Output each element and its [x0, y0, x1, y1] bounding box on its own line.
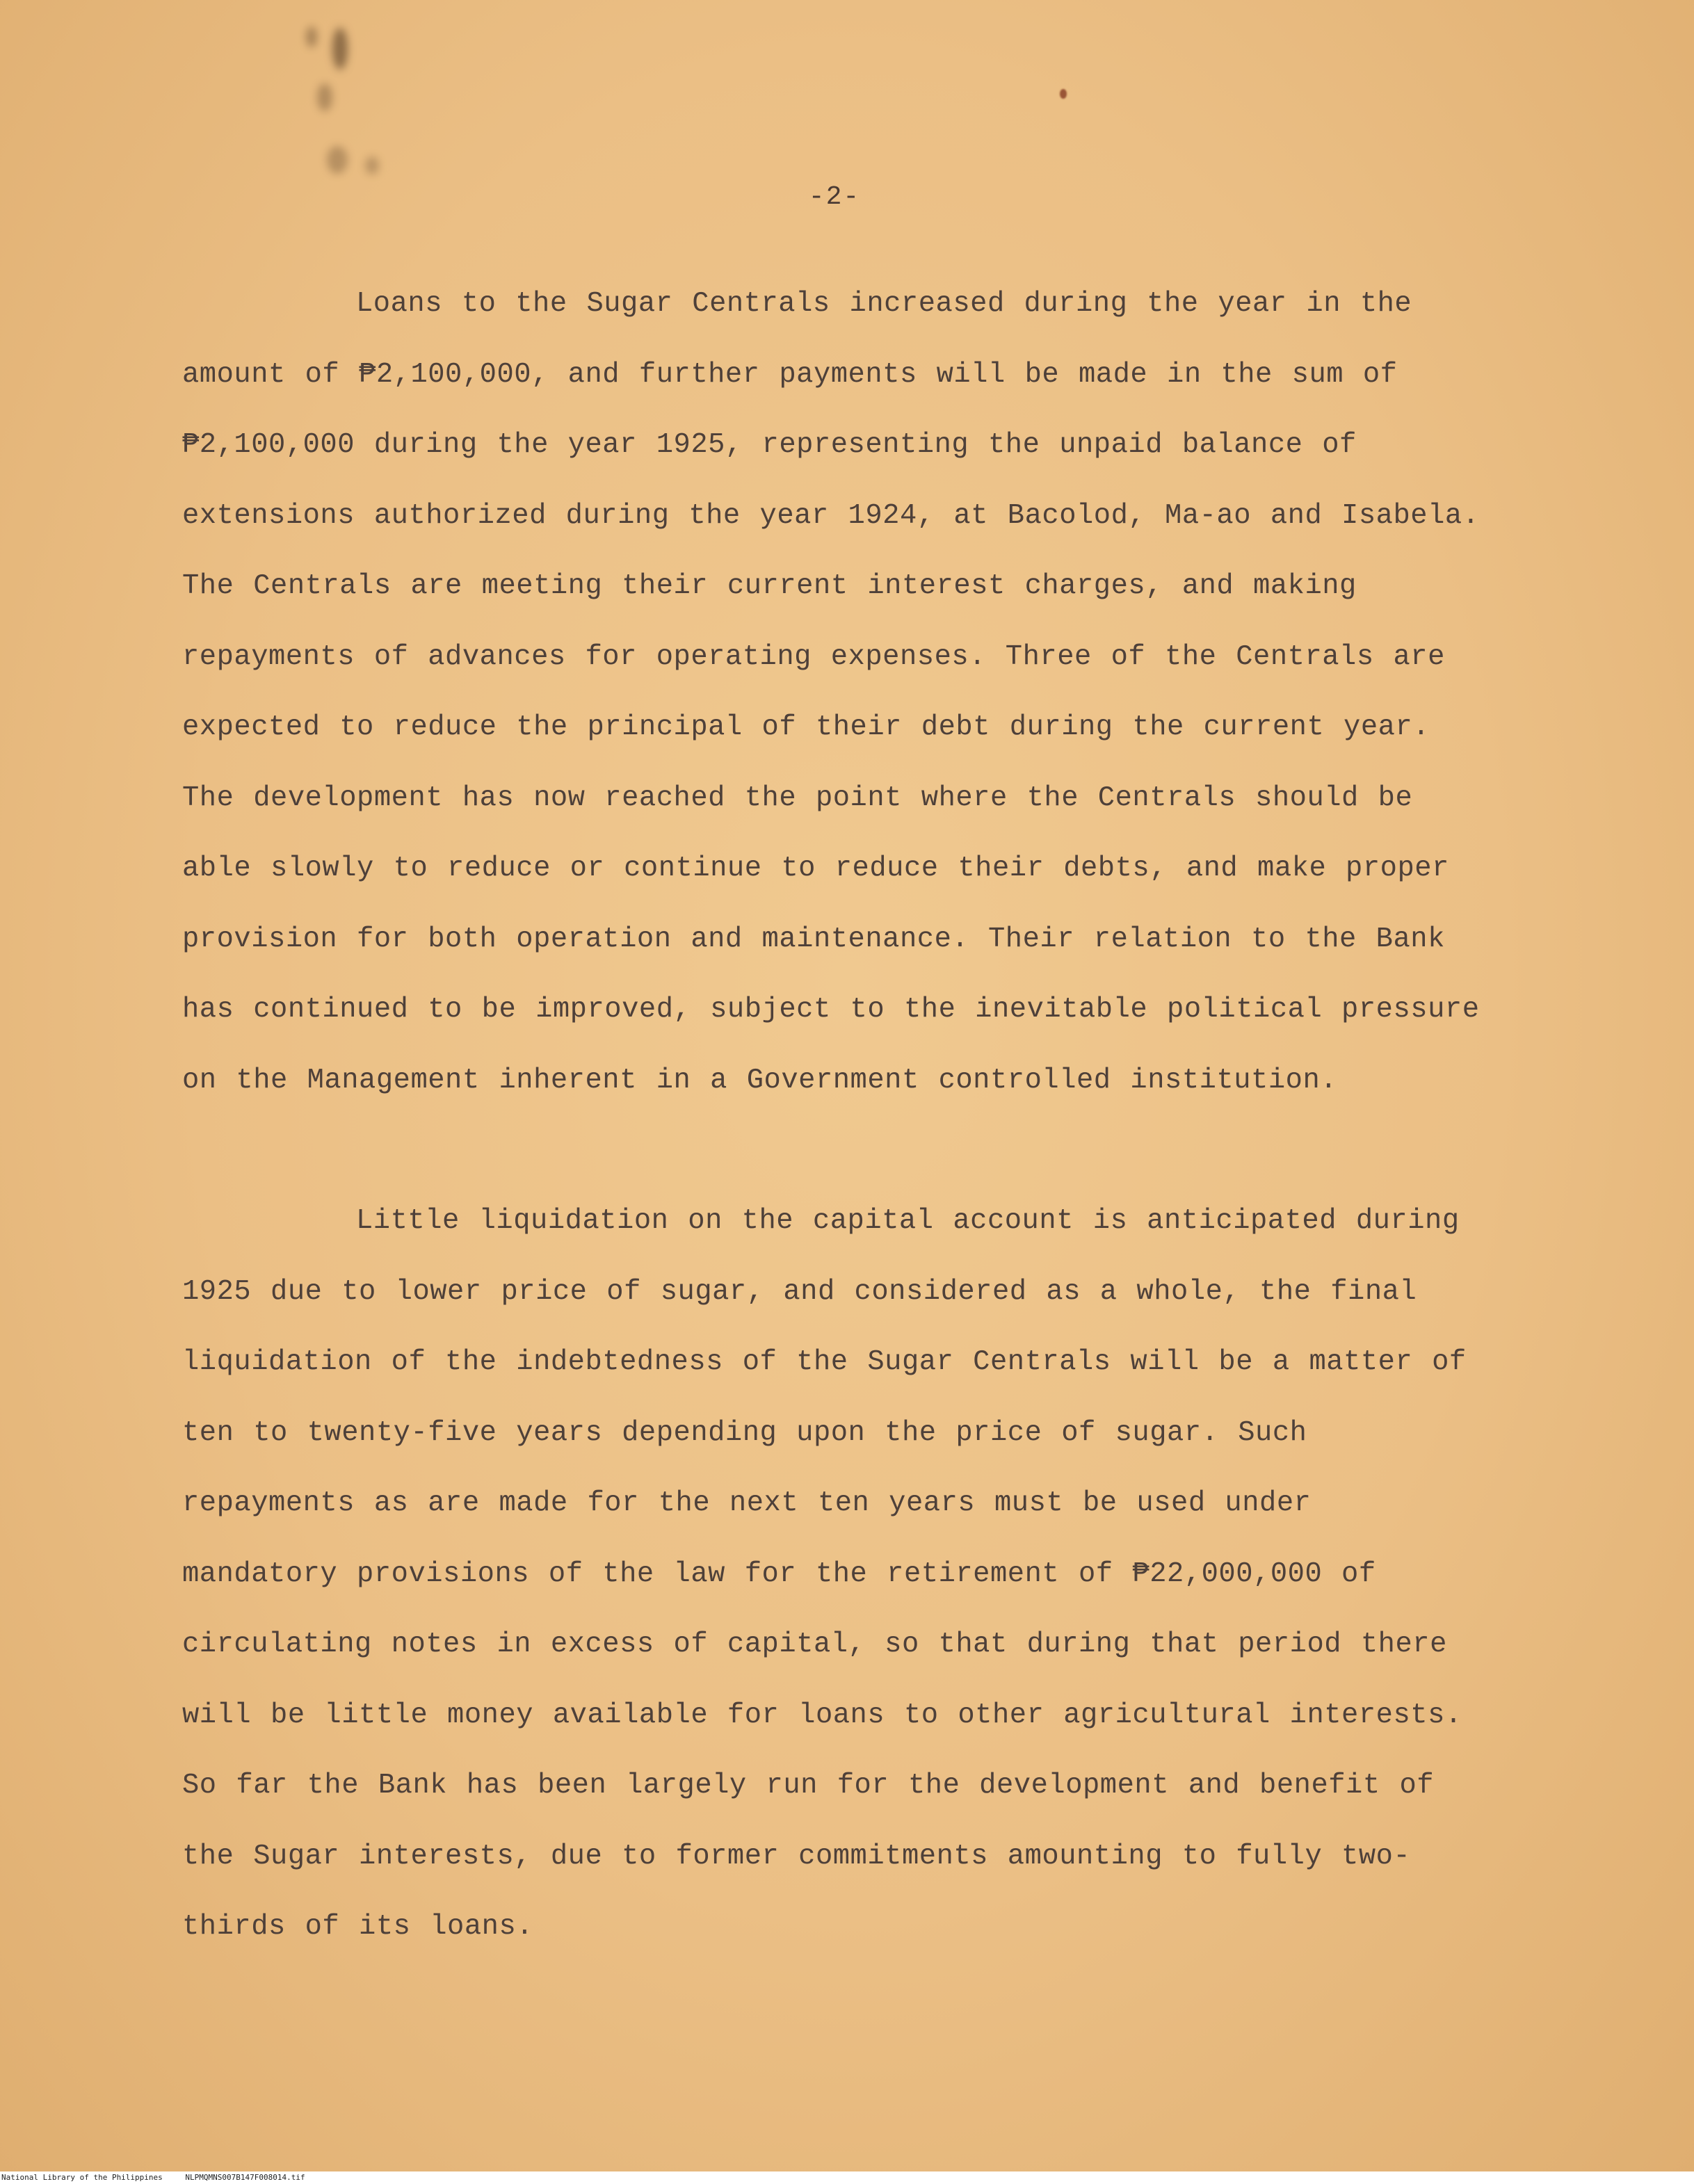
paragraph-sugar-centrals-loans: Loans to the Sugar Centrals increased during the year in the amount of ₱2,100,000, and further payments will be made in the sum of ₱2,100,000 during the year 1925, representing the unpaid balance of extensions authorized during the year 1924, at Bacolod, Ma-ao and Isabela. The Centrals are meeting their current interest charges, and making repayments of advances for operating expenses. Three of the Centrals are expected to reduce the principal of their debt during the current year. The development has now reached the point where the Centrals should be able slowly to reduce or continue to reduce their debts, and make proper provision for both operation and maintenance. Their relation to the Bank has continued to be improved, subject to the inevitable political pressure on the Management inherent in a Government controlled institution. [182, 288, 1480, 1097]
ink-stain [306, 26, 317, 47]
ink-speck [1060, 89, 1067, 99]
paragraph-capital-liquidation: Little liquidation on the capital account is anticipated during 1925 due to lower price of sugar, and considered as a whole, the final liquidation of the indebtedness of the Sugar Centrals will be a matter of ten to twenty-five years depending upon the price of sugar. Such repayments as are made for the next ten years must be used under mandatory provisions of the law for the retirement of ₱22,000,000 of circulating notes in excess of capital, so that during that period there will be little money available for loans to other agricultural interests. So far the Bank has been largely run for the development and benefit of the Sugar interests, due to former commitments amounting to fully two-thirds of its loans. [182, 1205, 1467, 1943]
scan-filename: NLPMQMNS007B147F008014.tif [185, 2173, 305, 2182]
ink-stain [332, 28, 348, 70]
page-number: -2- [808, 182, 861, 212]
ink-stain [317, 83, 332, 111]
ink-stain [365, 156, 379, 175]
library-credit: National Library of the Philippines [1, 2173, 163, 2182]
archive-footer [0, 2171, 1694, 2184]
ink-stain [327, 146, 348, 174]
